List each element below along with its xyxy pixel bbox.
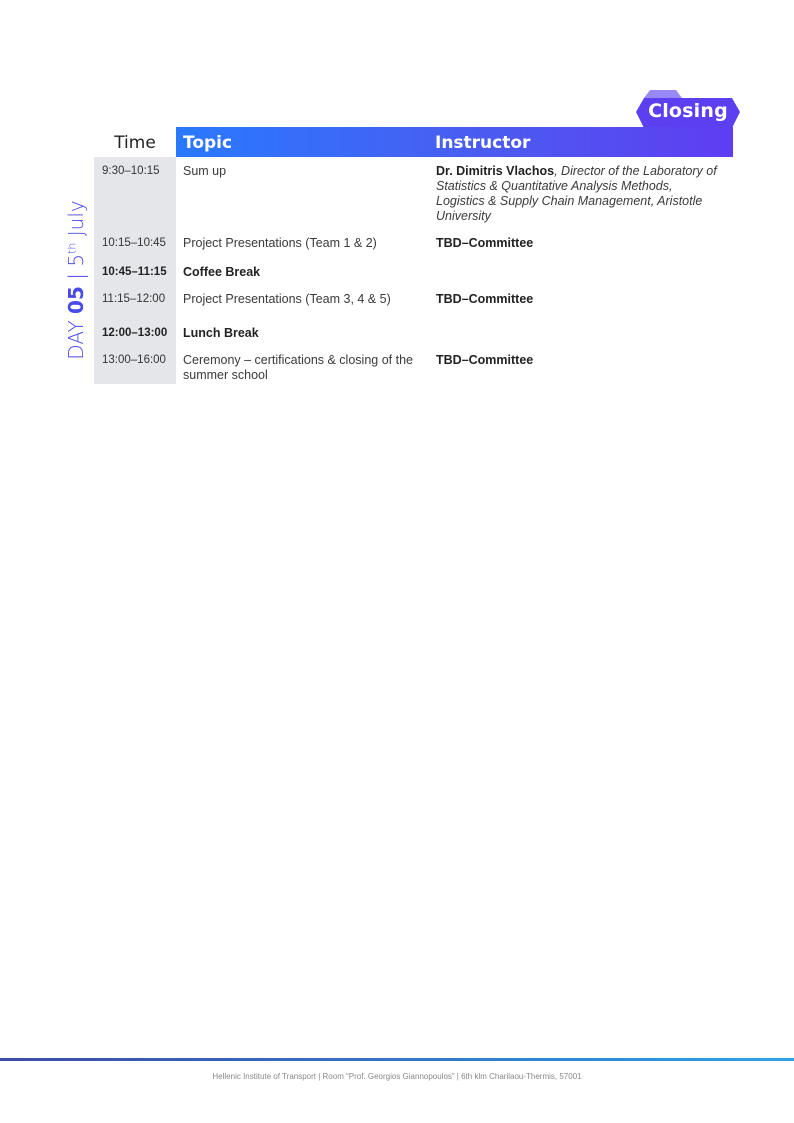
row-instructor: TBD–Committee — [436, 236, 534, 250]
day-separator: | — [64, 273, 88, 280]
table-header-bar — [176, 127, 733, 157]
row-instructor: TBD–Committee — [436, 292, 534, 306]
row-topic: Ceremony – certifications & closing of the summer school — [183, 353, 413, 382]
row-instructor: TBD–Committee — [436, 353, 534, 367]
footer-address: Hellenic Institute of Transport | Room “Prof. Georgios Giannopoulos” | 6th klm Charilaou-Thermis, 57001 — [212, 1072, 582, 1081]
row-topic: Project Presentations (Team 3, 4 & 5) — [183, 292, 391, 306]
day-number: 05 — [64, 286, 88, 314]
column-header-instructor: Instructor — [435, 133, 531, 153]
day-prefix: DAY — [64, 320, 88, 360]
row-time: 10:15–10:45 — [102, 237, 166, 249]
row-topic: Project Presentations (Team 1 & 2) — [183, 236, 377, 250]
row-topic: Lunch Break — [183, 326, 259, 340]
instructor-name: Dr. Dimitris Vlachos — [436, 164, 555, 178]
row-time: 10:45–11:15 — [102, 266, 167, 278]
instructor-description: , Director of the Laboratory of Statistics & Quantitative Analysis Methods, Logistics & Supply Chain Management, Aristotle University — [436, 164, 717, 223]
row-time: 9:30–10:15 — [102, 165, 160, 177]
row-topic: Coffee Break — [183, 265, 261, 279]
column-header-topic: Topic — [183, 133, 233, 153]
column-header-time: Time — [114, 133, 156, 153]
day-date-num: 5 — [64, 253, 88, 267]
closing-badge — [636, 88, 740, 130]
row-time: 13:00–16:00 — [102, 354, 166, 366]
day-month: July — [64, 200, 88, 237]
row-time: 12:00–13:00 — [102, 327, 168, 339]
row-time: 11:15–12:00 — [102, 293, 166, 305]
day-date-suffix: th — [65, 242, 79, 254]
badge-label: Closing — [648, 100, 728, 122]
row-instructor — [436, 164, 721, 224]
row-topic: Sum up — [183, 164, 227, 178]
footer-divider — [0, 1058, 794, 1061]
